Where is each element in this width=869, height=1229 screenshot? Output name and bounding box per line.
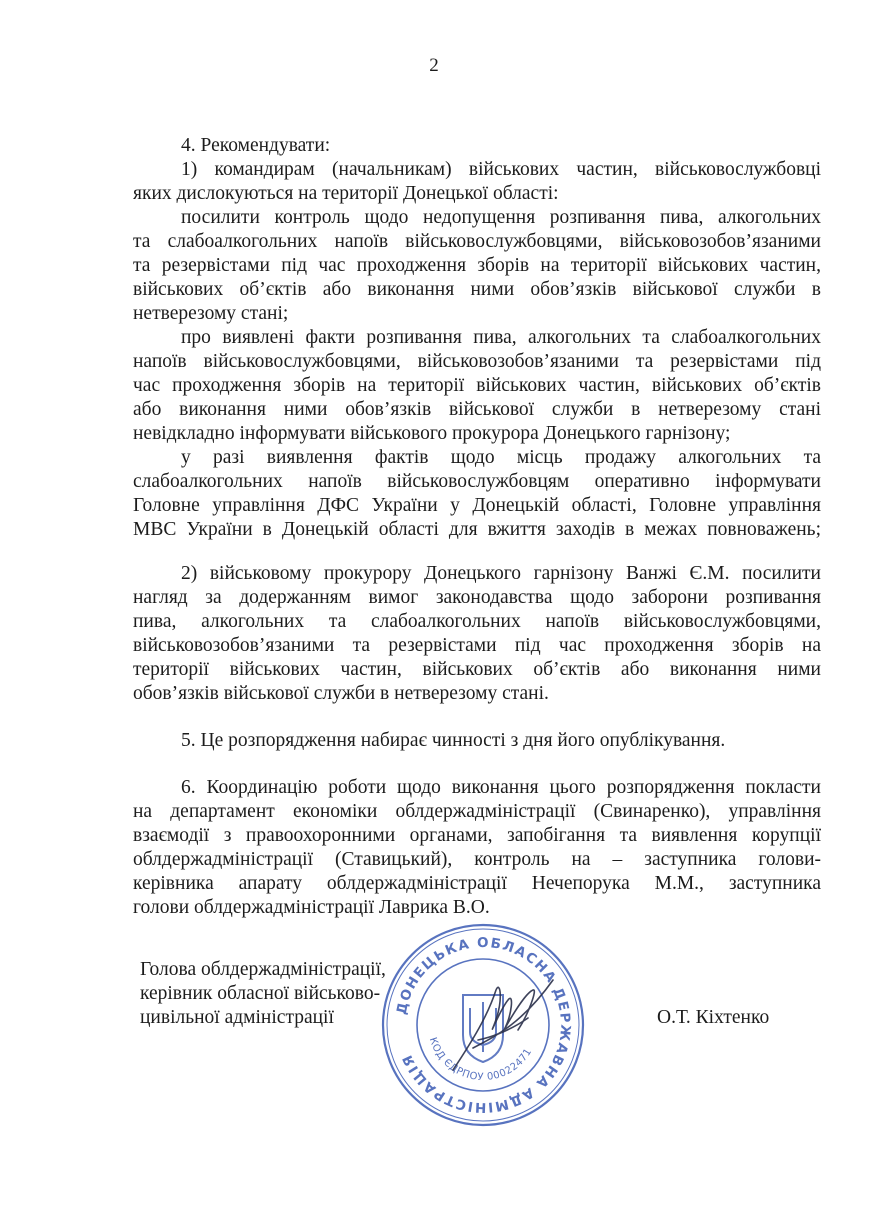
- paragraph-6-line: облдержадміністрації (Ставицький), контроль на – заступника голови-: [133, 849, 821, 870]
- paragraph-spacer: [133, 753, 821, 776]
- paragraph-4-1a-line: нетверезому стані;: [133, 303, 289, 324]
- paragraph-6-line: 6. Координацію роботи щодо виконання цього розпорядження покласти: [181, 777, 821, 798]
- paragraph-4-1c-line: у разі виявлення фактів щодо місць продажу алкогольних та: [181, 447, 821, 468]
- paragraph-6-line: голови облдержадміністрації Лаврика В.О.: [133, 897, 490, 918]
- document-body: [133, 134, 821, 920]
- signatory-title-line: цивільної адміністрації: [140, 1007, 334, 1028]
- paragraph-4-heading: 4. Рекомендувати:: [181, 135, 331, 156]
- stamp-ring-text: ДОНЕЦЬКА ОБЛАСНА ДЕРЖАВНА АДМІНІСТРАЦІЯ: [393, 934, 574, 1116]
- paragraph-6-line: взаємодії з правоохоронними органами, запобігання та виявлення корупції: [133, 825, 821, 846]
- paragraph-4-1c-line: слабоалкогольних напоїв військовослужбовцям оперативно інформувати: [133, 471, 821, 492]
- paragraph-4-1a-line: військових об’єктів або виконання ними обов’язків військової служби в: [133, 279, 821, 300]
- paragraph-4-2-line: пива, алкогольних та слабоалкогольних напоїв військовослужбовцями,: [133, 611, 821, 632]
- paragraph-6-line: керівника апарату облдержадміністрації Нечепорука М.М., заступника: [133, 873, 821, 894]
- signatory-title-line: Голова облдержадміністрації,: [140, 959, 386, 980]
- paragraph-4-1c-line: МВС України в Донецькій області для вжиття заходів в межах повноважень;: [133, 519, 821, 540]
- paragraph-4-2-line: військовозобов’язаними та резервістами під час проходження зборів на: [133, 635, 821, 656]
- paragraph-4-1b-line: або виконання ними обов’язків військової служби в нетверезому стані: [133, 399, 821, 420]
- paragraph-6-line: на департамент економіки облдержадміністрації (Свинаренко), управління: [133, 801, 821, 822]
- paragraph-4-2-line: 2) військовому прокурору Донецького гарнізону Ванжі Є.М. посилити: [181, 563, 821, 584]
- paragraph-4-1b-line: напоїв військовослужбовцями, військовозобов’язаними та резервістами під: [133, 351, 821, 372]
- paragraph-4-1b-line: час проходження зборів на території військових частин, військових об’єктів: [133, 375, 821, 396]
- paragraph-spacer: [133, 542, 821, 562]
- paragraph-4-1-line: яких дислокуються на території Донецької області:: [133, 183, 559, 204]
- paragraph-spacer: [133, 706, 821, 729]
- paragraph-4-2-line: обов’язків військової служби в нетверезому стані.: [133, 683, 549, 704]
- paragraph-4-1a-line: та резервістами під час проходження зборів на території військових частин,: [133, 255, 821, 276]
- paragraph-4-1a-line: посилити контроль щодо недопущення розпивання пива, алкогольних: [181, 207, 821, 228]
- signatory-title-line: керівник обласної військово-: [140, 983, 381, 1004]
- paragraph-5: 5. Це розпорядження набирає чинності з дня його опублікування.: [181, 730, 726, 751]
- stamp-code-text: КОД ЄДРПОУ 00022471: [426, 1036, 535, 1084]
- page-number: 2: [429, 55, 440, 76]
- paragraph-4-1b-line: про виявлені факти розпивання пива, алкогольних та слабоалкогольних: [181, 327, 821, 348]
- paragraph-4-2-line: нагляд за додержанням вимог законодавства щодо заборони розпивання: [133, 587, 821, 608]
- paragraph-4-1c-line: Головне управління ДФС України у Донецькій області, Головне управління: [133, 495, 821, 516]
- official-stamp: [378, 920, 588, 1130]
- signatory-name: О.Т. Кіхтенко: [657, 1007, 770, 1028]
- paragraph-4-1b-line: невідкладно інформувати військового прокурора Донецького гарнізону;: [133, 423, 731, 444]
- paragraph-4-2-line: території військових частин, військових об’єктів або виконання ними: [133, 659, 821, 680]
- signatory-title: [140, 958, 386, 1030]
- paragraph-4-1a-line: та слабоалкогольних напоїв військовослужбовцями, військовозобов’язаними: [133, 231, 821, 252]
- coat-of-arms-icon: [463, 995, 503, 1062]
- paragraph-4-1-line: 1) командирам (начальникам) військових частин, військовослужбовці: [181, 159, 821, 180]
